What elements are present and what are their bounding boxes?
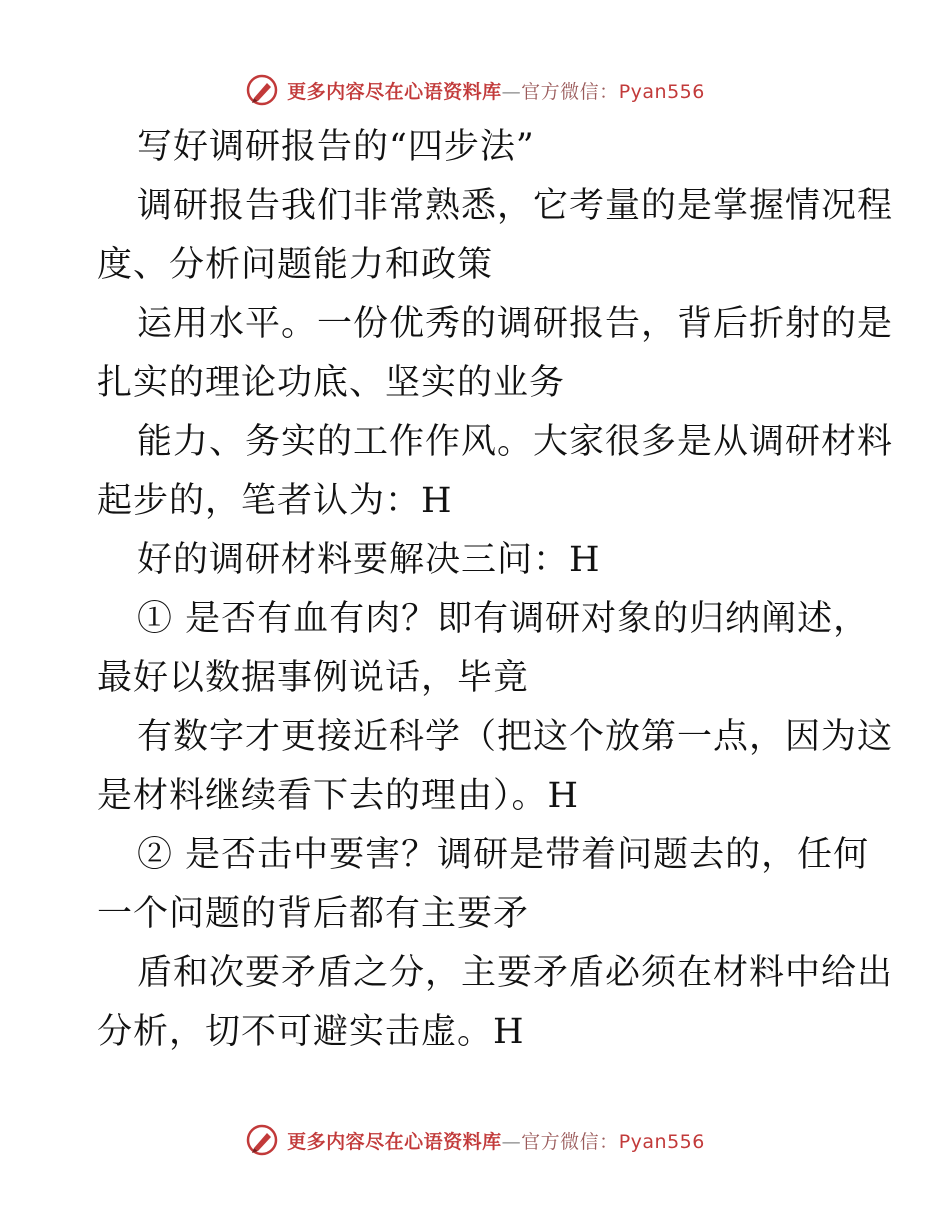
watermark-prefix: 更多内容尽在心语资料库 <box>287 80 502 103</box>
pen-logo-icon <box>245 1123 279 1157</box>
watermark-text <box>287 77 705 104</box>
watermark-prefix: 更多内容尽在心语资料库 <box>287 1130 502 1153</box>
text-line: 盾和次要矛盾之分，主要矛盾必须在材料中给出 <box>137 953 894 993</box>
text-line: 扎实的理论功底、坚实的业务 <box>97 363 566 403</box>
text-line: ② 是否击中要害？调研是带着问题去的，任何 <box>137 835 870 875</box>
text-line: 起步的，笔者认为：H <box>97 481 453 521</box>
header-watermark <box>0 68 950 112</box>
text-line: 好的调研材料要解决三问：H <box>137 540 601 580</box>
watermark-wechat-id: Pyan556 <box>618 1130 705 1153</box>
text-line: 是材料继续看下去的理由）。H <box>97 776 580 816</box>
document-body <box>97 118 894 1062</box>
text-line: 有数字才更接近科学（把这个放第一点，因为这 <box>137 717 894 757</box>
watermark-wechat-label: 官方微信： <box>521 80 619 103</box>
watermark-text <box>287 1127 705 1154</box>
text-line: ① 是否有血有肉？即有调研对象的归纳阐述， <box>137 599 870 639</box>
footer-watermark <box>0 1118 950 1162</box>
pen-logo-icon <box>245 73 279 107</box>
text-line: 度、分析问题能力和政策 <box>97 245 494 285</box>
text-line: 一个问题的背后都有主要矛 <box>97 894 530 934</box>
watermark-dash: — <box>501 80 522 103</box>
text-line: 能力、务实的工作作风。大家很多是从调研材料 <box>137 422 894 462</box>
watermark-wechat-id: Pyan556 <box>618 80 705 103</box>
text-line: 运用水平。一份优秀的调研报告，背后折射的是 <box>137 304 894 344</box>
text-line: 分析，切不可避实击虚。H <box>97 1012 525 1052</box>
text-line: 调研报告我们非常熟悉，它考量的是掌握情况程 <box>137 186 894 226</box>
watermark-wechat-label: 官方微信： <box>521 1130 619 1153</box>
watermark-dash: — <box>501 1130 522 1153</box>
text-line: 写好调研报告的“四步法” <box>137 127 535 167</box>
text-line: 最好以数据事例说话，毕竟 <box>97 658 530 698</box>
